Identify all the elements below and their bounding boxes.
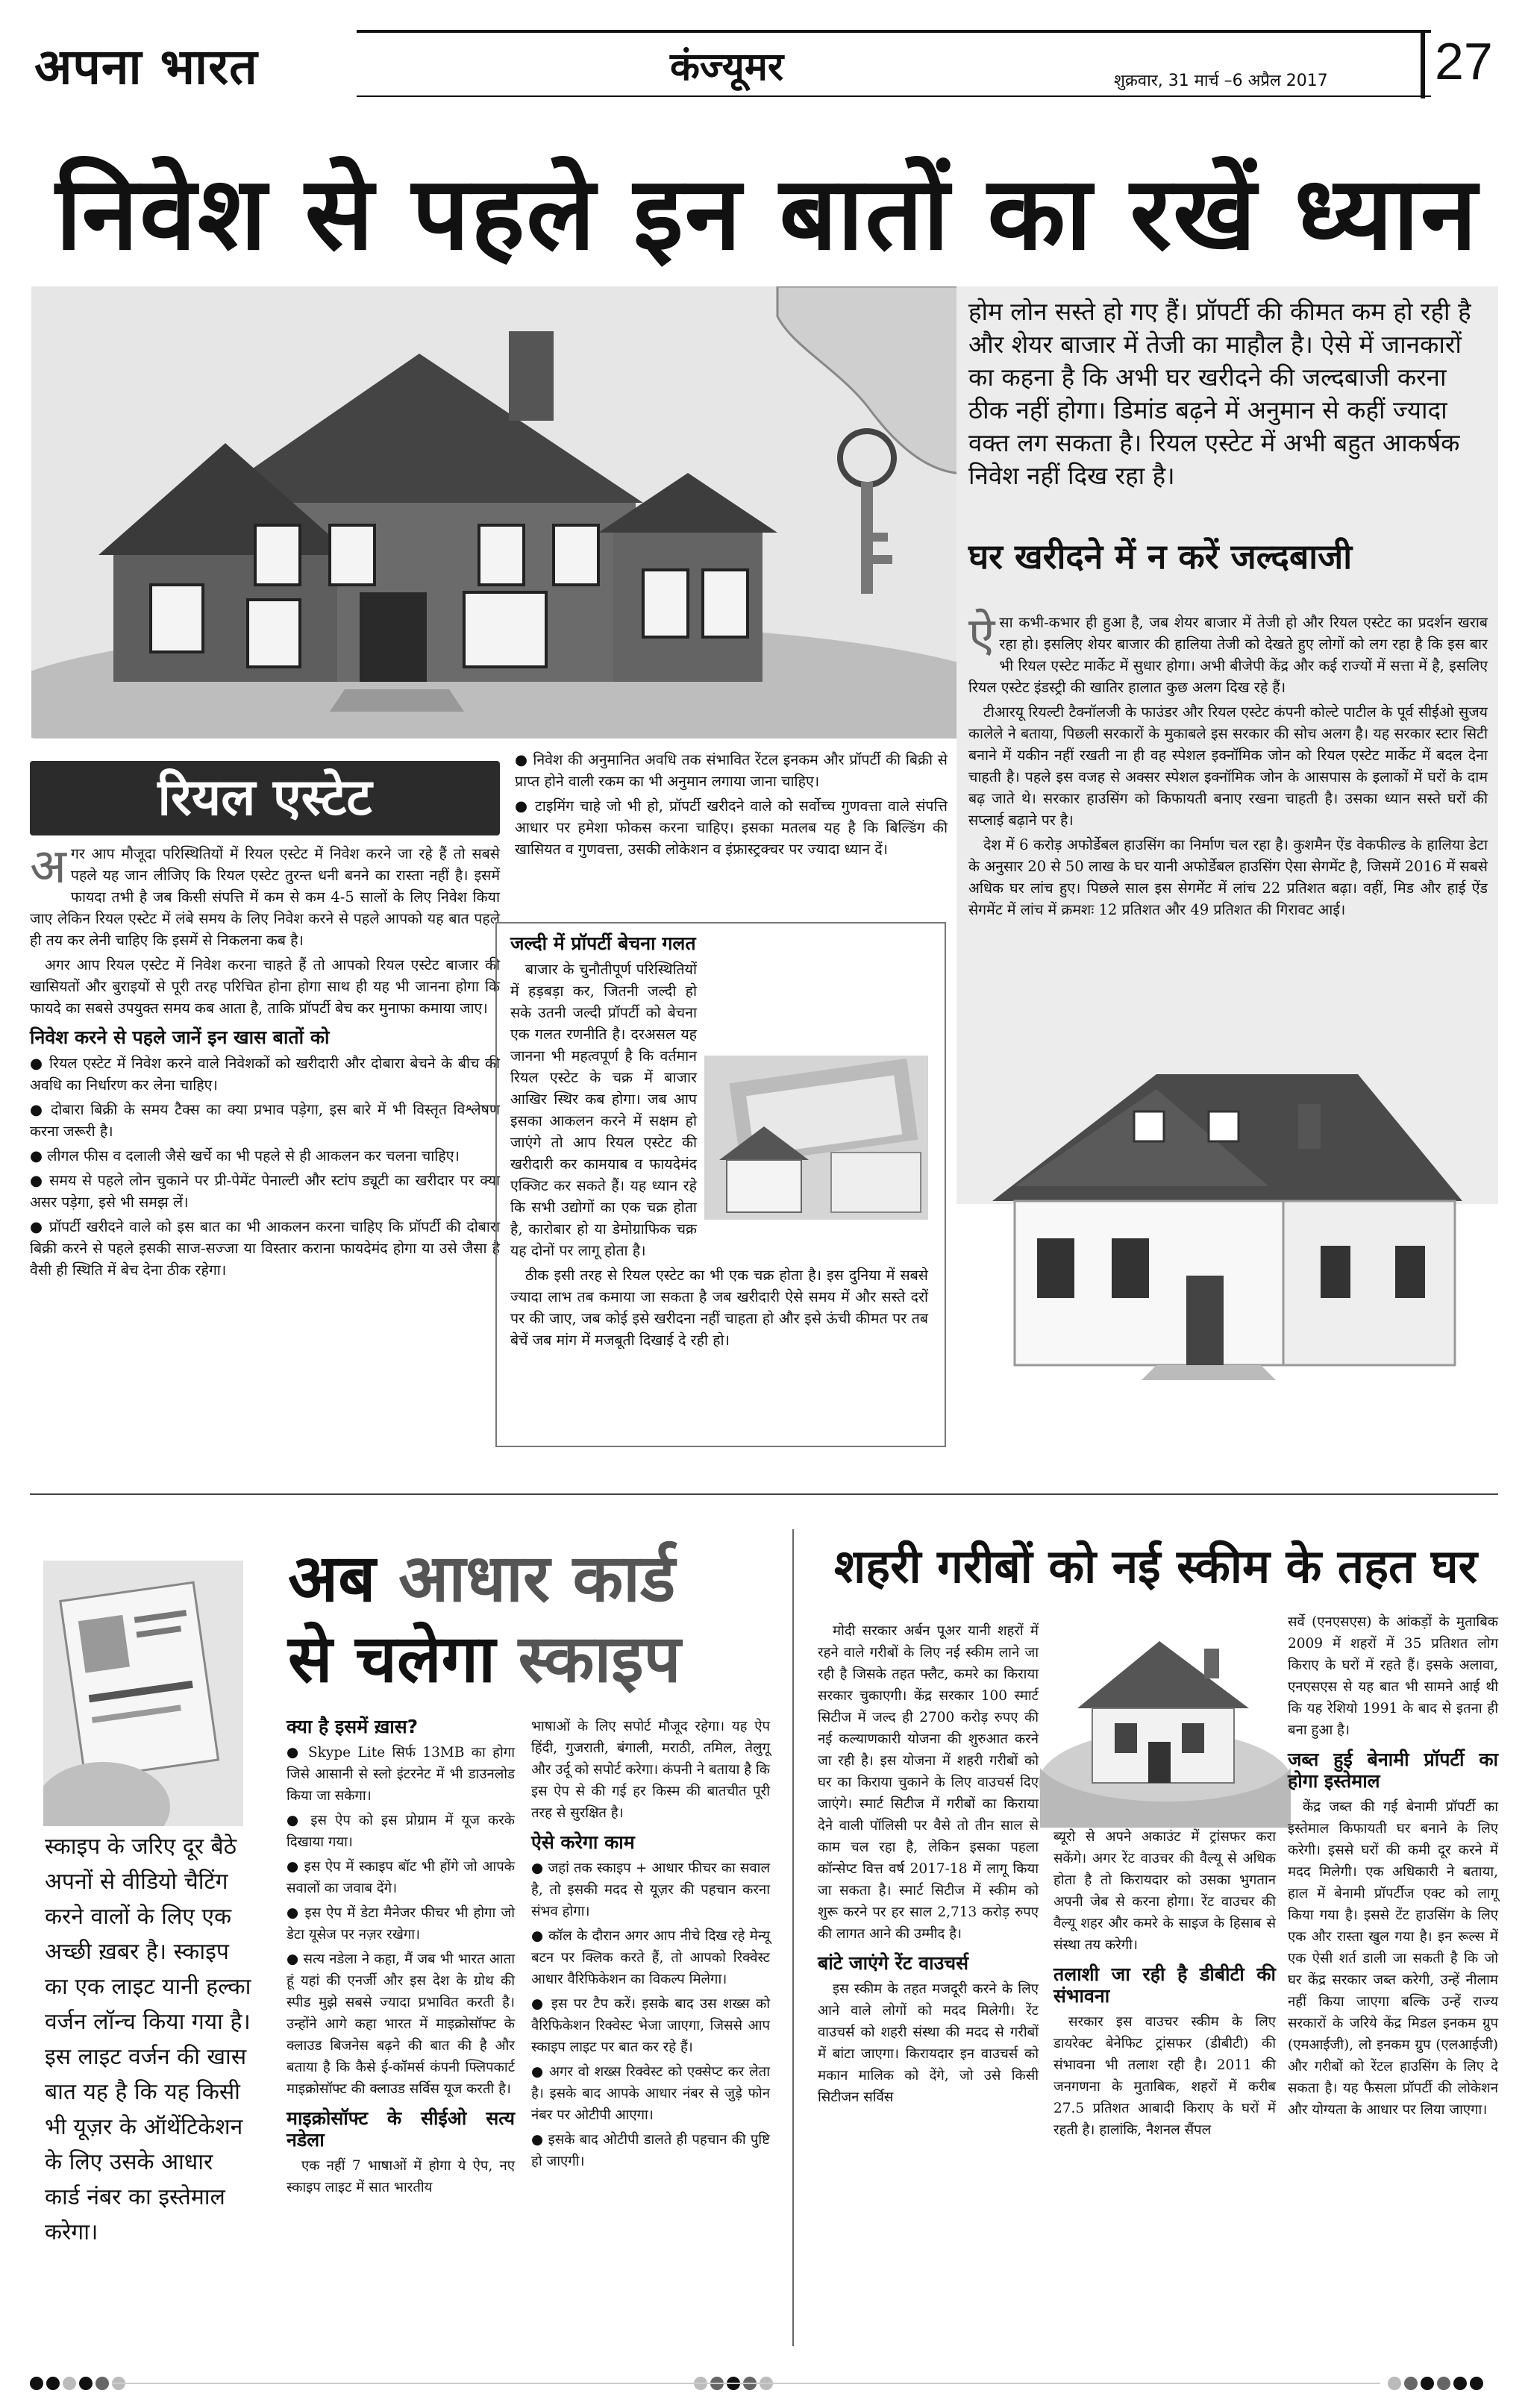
skype-headline-part: स्काइप <box>518 1620 681 1697</box>
section-label-text: रियल एस्टेट <box>157 768 372 827</box>
skype-headline-part: आधार कार्ड <box>398 1540 676 1617</box>
skype-column-1 <box>286 1716 515 2201</box>
quick-sale-box-content <box>510 932 928 1354</box>
housing-subhead: जब्त हुई बेनामी प्रॉपर्टी का होगा इस्तेमाल <box>1288 1749 1498 1792</box>
col1-bullet-3: ● लीगल फीस व दलाली जैसे खर्चे का भी पहले से ही आकलन कर चलना चाहिए। <box>30 1145 500 1167</box>
white-house-illustration <box>970 1059 1492 1388</box>
skype-bullet: ● इस ऐप को इस प्रोग्राम में यूज करके दिखाया गया। <box>286 1810 515 1853</box>
drop-cap: ऐ <box>968 608 995 663</box>
skype-subhead: माइक्रोसॉफ्ट के सीईओ सत्य नडेला <box>286 2107 515 2151</box>
skype-sidebar: स्काइप के जरिए दूर बैठे अपनों से वीडियो चैटिंग करने वालों के लिए एक अच्छी ख़बर है। स्काइप का एक लाइट यानी हल्का वर्जन लॉन्च किया गया है। इस लाइट वर्जन की खास बात यह है कि यह किसी भी यूज़र के ऑथेंटिकेशन के लिए उसके आधार कार्ड नंबर का इस्तेमाल करेगा। <box>45 1834 251 2245</box>
paper-title: अपना भारत <box>34 37 258 95</box>
housing-para: केंद्र जब्त की गई बेनामी प्रॉपर्टी का इस्तेमाल किफायती घर बनाने के लिए करेगी। इससे घरों की कमी दूर करने में मदद मिलेगी। एक अधिकारी ने बताया, हाल में बेनामी प्रॉपर्टीज एक्ट को लागू किया गया है। इससे टेंट हाउसिंग के लिए एक और रास्ता खुल गया है। इन रूल्स में एक ऐसी शर्त डाली जा सकती है कि जो घर केंद्र सरकार जब्त करेगी, उन्हें नीलाम नहीं किया जाएगा बल्कि उन्हें राज्य सरकारों के जरिये केंद्र मिडल इनकम ग्रुप (एमआईजी), लो इनकम ग्रुप (एलआईजी) और गरीबों को रेंटल हाउसिंग के लिए दे सकता है। यह फैसला प्रॉपर्टी की लोकेशन और योग्यता के आधार पर लिया जाएगा। <box>1288 1799 1498 2118</box>
masthead-rule <box>357 30 1431 33</box>
drop-cap: अ <box>30 839 66 894</box>
real-estate-right-column <box>968 608 1488 924</box>
housing-column-2 <box>1053 1826 1276 2144</box>
housing-para: सर्वे (एनएसएस) के आंकड़ों के मुताबिक 2009 में शहरों में 35 प्रतिशत लोग किराए के घरों में रहते हैं। इसके अलावा, एनएसएस से यह बात भी सामने आई थी कि यह रेशियो 1991 के बाद से इतना ही बना हुआ है। <box>1288 1614 1498 1738</box>
aadhaar-card-photo <box>43 1561 243 1826</box>
housing-column-1 <box>818 1620 1039 2111</box>
section-label-real-estate <box>30 761 500 835</box>
footer-dots-center <box>694 2377 776 2393</box>
house-key-photo <box>31 286 977 739</box>
col1-para-1: गर आप मौजूदा परिस्थितियों में रियल एस्टेट में निवेश करने जा रहे हैं तो सबसे पहले यह जान लीजिए कि रियल एस्टेट तुरन्त धनी बनने का रास्ता नहीं है। इसमें फायदा तभी है जब किसी संपत्ति में कम से कम 4-5 सालों के लिए निवेश किया जाए लेकिन रियल एस्टेट में लंबे समय के लिए निवेश करने से पहले आपको यह बात पहले ही तय कर लेनी चाहिए कि इसमें से निकलना कब है। <box>30 845 500 949</box>
skype-bullet: ● इसके बाद ओटीपी डालते ही पहचान की पुष्टि हो जाएगी। <box>531 2129 770 2172</box>
skype-bullet: ● इस ऐप में स्काइप बॉट भी होंगे जो आपके सवालों का जवाब देंगे। <box>286 1856 515 1899</box>
skype-bullet: ● अगर वो शख्स रिक्वेस्ट को एक्सेप्ट कर लेता है। इसके बाद आपके आधार नंबर से जुड़े फोन नंबर पर ओटीपी आएगा। <box>531 2061 770 2126</box>
page-number: 27 <box>1435 32 1493 90</box>
col1-subhead: निवेश करने से पहले जानें इन खास बातों को <box>30 1026 330 1048</box>
money-house-photo <box>704 1056 928 1220</box>
skype-bullet: ● कॉल के दौरान अगर आप नीचे दिख रहे मेन्यू बटन पर क्लिक करते हैं, तो आपको रिक्वेस्ट आधार वैरिफिकेशन का विकल्प मिलेगा। <box>531 1925 770 1990</box>
skype-headline <box>288 1538 780 1699</box>
footer-dots-right <box>1388 2377 1486 2393</box>
masthead-rule-bottom <box>357 95 1431 97</box>
housing-subhead: तलाशी जा रही है डीबीटी की संभावना <box>1053 1963 1276 2007</box>
issue-date: शुक्रवार, 31 मार्च –6 अप्रैल 2017 <box>1114 72 1328 90</box>
skype-bullet: ● इस पर टैप करें। इसके बाद उस शख्स को वैरिफिकेशन रिक्वेस्ट भेजा जाएगा, जिससे आप स्काइप लाइट पर बात कर रहे हैं। <box>531 1993 770 2058</box>
footer-dots-left <box>30 2377 128 2393</box>
right-col-para-2: टीआरयू रियल्टी टैक्नॉलजी के फाउंडर और रियल एस्टेट कंपनी कोल्टे पाटील के पूर्व सीईओ सुजय कालेले ने बताया, पिछली सरकारों के मुकाबले इस सरकार की सोच अलग है। यह सरकार स्टार सिटी बनाने में यकीन नहीं रखती ना ही वह स्पेशल इक्नॉमिक जोन को रियल एस्टेट मार्केट में बदल देना चाहती है। पहले इस वजह से अक्सर स्पेशल इक्नॉमिक जोन के आसपास के इलाकों में घरों के दाम बढ़ जाते थे। सरकार हाउसिंग को किफायती बनाए रखना चाहती है। उसका ध्यान सस्ते घरों की सप्लाई बढ़ाने पर है। <box>968 703 1488 829</box>
housing-para: ब्यूरो से अपने अकाउंट में ट्रांसफर करा सकेंगे। अगर रेंट वाउचर की वैल्यू से अधिक होता है तो किरायदार को उसका भुगतान अपनी जेब से करना होगा। रेंट वाउचर की वैल्यू शहर और कमरे के साइज के हिसाब से संस्था तय करेगी। <box>1053 1829 1276 1953</box>
housing-headline: शहरी गरीबों को नई स्कीम के तहत घर <box>834 1539 1477 1593</box>
quick-sale-para-1: बाजार के चुनौतीपूर्ण परिस्थितियों में हड़बड़ा कर, जितनी जल्दी हो सके उतनी जल्दी प्रॉपर्टी को बेचना एक गलत रणनीति है। दरअसल यह जानना भी महत्वपूर्ण है कि वर्तमान रियल एस्टेट के चक्र में बाजार आखिर स्थिर कब होगा। जब आप इसका आकलन करने में सक्षम हो जाएंगे तो आप रियल एस्टेट की खरीदारी कर कामयाब व फायदेमंद एक्जिट कर सकते हैं। यह ध्यान रहे कि सभी उद्योगों का एक चक्र होता है, कारोबार हो या डेमोग्राफिक चक्र यह दोनों पर लागू होता है। <box>510 961 697 1259</box>
col1-bullet-5: ● प्रॉपर्टी खरीदने वाले को इस बात का भी आकलन करना चाहिए कि प्रॉपर्टी की दोबारा बिक्री करने से पहले इसकी साज-सज्जा या विस्तार कराना फायदेमंद होगा या उसे जैसा है वैसी ही स्थिति में बेच देना ठीक रहेगा। <box>30 1216 500 1281</box>
real-estate-intro: होम लोन सस्ते हो गए हैं। प्रॉपर्टी की कीमत कम हो रही है और शेयर बाजार में तेजी का माहौल है। ऐसे में जानकारों का कहना है कि अभी घर खरीदने की जल्दबाजी करना ठीक नहीं होगा। डिमांड बढ़ने में अनुमान से कहीं ज्यादा वक्त लग सकता है। रियल एस्टेट में अभी बहुत आकर्षक निवेश नहीं दिख रहा है। <box>968 297 1471 490</box>
skype-subhead: क्या है इसमें ख़ास? <box>286 1716 419 1737</box>
real-estate-column-2 <box>515 749 948 863</box>
right-col-para-3: देश में 6 करोड़ अफोर्डेबल हाउसिंग का निर्माण चल रहा है। कुशमैन ऐंड वेकफील्ड के हालिया डेटा के अनुसार 20 से 50 लाख के घर यानी अफोर्डेबल हाउसिंग ऐसा सेगमेंट है, जिसमें 2016 में सबसे अधिक घर लांच हुए। पिछले साल इस सेगमेंट में लांच 22 प्रतिशत बढ़ा। वहीं, मिड और हाई ऐंड सेगमेंट में लांच में क्रमशः 12 प्रतिशत और 49 प्रतिशत की गिरावट आई। <box>968 836 1488 918</box>
main-headline: निवेश से पहले इन बातों का रखें ध्यान <box>55 155 1479 273</box>
col2-bullet-1: ● निवेश की अनुमानित अवधि तक संभावित रेंटल इनकम और प्रॉपर्टी की बिक्री से प्राप्त होने वाली रकम का भी अनुमान लगाया जाना चाहिए। <box>515 749 948 792</box>
col1-para-2: अगर आप रियल एस्टेट में निवेश करना चाहते हैं तो आपको रियल एस्टेट बाजार की खासियतों और बुराइयों से पूरी तरह परिचित होना होगा साथ ही यह भी जानना होगा कि फायदे का सबसे उपयुक्त समय कब आता है, ताकि प्रॉपर्टी बेच कर मुनाफा कमाया जाए। <box>30 956 500 1017</box>
skype-bullet: ● सत्य नडेला ने कहा, मैं जब भी भारत आता हूं यहां की एनर्जी और इस देश के ग्रोथ की स्पीड मुझे सबसे ज्यादा प्रभावित करती है। उन्होंने आगे कहा भारत में माइक्रोसॉफ्ट के क्लाउड बिजनेस बढ़ने की बात की है और बताया है कि कैसे ई-कॉमर्स कंपनी फ्लिपकार्ट माइक्रोसॉफ्ट की क्लाउड सर्विस यूज करती है। <box>286 1948 515 2100</box>
col1-bullet-2: ● दोबारा बिक्री के समय टैक्स का क्या प्रभाव पड़ेगा, इस बारे में भी विस्तृत विश्लेषण करना जरूरी है। <box>30 1099 500 1142</box>
housing-subhead: बांटे जाएंगे रेंट वाउचर्स <box>818 1952 969 1974</box>
skype-subhead: ऐसे करेगा काम <box>531 1831 635 1853</box>
skype-headline-part: अब <box>288 1540 376 1617</box>
footer-rule <box>112 2383 1380 2384</box>
housing-para: मोदी सरकार अर्बन पूअर यानी शहरों में रहने वाले गरीबों के लिए नई स्कीम लाने जा रही है जिसके तहत फ्लैट, कमरे का किराया सरकार चुकाएगी। केंद्र सरकार 100 स्मार्ट सिटीज में जल्द ही 2700 करोड़ रुपए की नई कल्याणकारी योजना की शुरुआत करने जा रही है। इस योजना में शहरी गरीबों को घर का किराया चुकाने के लिए वाउचर्स दिए जाएंगे। स्मार्ट सिटीज में गरीबों का किराया देने वाली पॉलिसी पर वैसे तो तीन साल से काम चल रहा है, लेकिन इसका पहला कॉन्सेप्ट वित्त वर्ष 2017-18 में लागू किया जा सकता है। स्मार्ट सिटीज में स्कीम को शुरू करने पर हर साल 2,713 करोड़ रुपए की लागत आने की उम्मीद है। <box>818 1623 1039 1942</box>
skype-para: एक नहीं 7 भाषाओं में होगा ये ऐप, नए स्काइप लाइट में सात भारतीय <box>286 2158 515 2195</box>
masthead <box>28 25 1500 103</box>
col1-bullet-1: ● रियल एस्टेट में निवेश करने वाले निवेशकों को खरीदारी और दोबारा बेचने के बीच की अवधि का निर्धारण कर लेना चाहिए। <box>30 1053 500 1096</box>
col2-bullet-2: ● टाइमिंग चाहे जो भी हो, प्रॉपर्टी खरीदने वाले को सर्वोच्च गुणवत्ता वाले संपत्ति आधार पर हमेशा फोकस करना चाहिए। इसका मतलब यह है कि बिल्डिंग की खासियत व गुणवत्ता, उसकी लोकेशन व इंफ्रास्ट्रक्चर पर ज्यादा ध्यान दें। <box>515 795 948 860</box>
quick-sale-heading: जल्दी में प्रॉपर्टी बेचना गलत <box>510 932 696 954</box>
right-col-para-1: सा कभी-कभार ही हुआ है, जब शेयर बाजार में तेजी हो और रियल एस्टेट का प्रदर्शन खराब रहा हो। इसलिए शेयर बाजार की हालिया तेजी को देखते हुए लोगों को लग रहा है कि इस बार भी रियल एस्टेट मार्केट में सुधार होगा। अभी बीजेपी केंद्र और कई राज्यों में सत्ता में है, इसलिए रियल एस्टेट इंडस्ट्री की खातिर हालात कुछ अलग दिख रहे हैं। <box>968 614 1488 696</box>
section-heading-jaldbaazi: घर खरीदने में न करें जल्दबाजी <box>968 536 1353 577</box>
housing-para: सरकार इस वाउचर स्कीम के लिए डायरेक्ट बेनेफिट ट्रांसफर (डीबीटी) की संभावना भी तलाश रही है। 2011 की जनगणना के मुताबिक, शहरों में करीब 27.5 प्रतिशत आबादी किराए के घरों में रहती है। हालांकि, नैशनल सैंपल <box>1053 2014 1276 2138</box>
skype-column-2 <box>531 1716 770 2175</box>
housing-column-3 <box>1288 1611 1498 2124</box>
page-divider <box>1421 30 1425 98</box>
page-divider-horizontal <box>30 1493 1498 1495</box>
skype-headline-part: से चलेगा <box>288 1620 496 1697</box>
skype-para: भाषाओं के लिए सपोर्ट मौजूद रहेगा। यह ऐप हिंदी, गुजराती, बंगाली, मराठी, तमिल, तेलुगू और उर्दू को सपोर्ट करेगा। कंपनी ने बताया है कि इस ऐप से की गई हर किस्म की बातचीत पूरी तरह से सुरक्षित है। <box>531 1719 770 1821</box>
quick-sale-para-2: ठीक इसी तरह से रियल एस्टेट का भी एक चक्र होता है। इस दुनिया में सबसे ज्यादा लाभ तब कमाया जा सकता है जब खरीदारी ऐसे समय में और सस्ते दरों पर की जाए, जब कोई इसे खरीदना नहीं चाहता हो और इसे ऊंची कीमत पर तब बेचें जब मांग में मजबूती दिखाई दे रही हो। <box>510 1267 928 1349</box>
real-estate-column-1 <box>30 839 500 1284</box>
skype-bullet: ● Skype Lite सिर्फ 13MB का होगा जिसे आसानी से स्लो इंटरनेट में भी डाउनलोड किया जा सकेगा। <box>286 1742 515 1807</box>
story-divider-vertical <box>792 1529 794 2346</box>
housing-para: इस स्कीम के तहत मजदूरी करने के लिए आने वाले लोगों को मदद मिलेगी। रेंट वाउचर्स को शहरी संस्था की मदद से गरीबों में बांटा जाएगा। किरायदार इन वाउचर्स को मकान मालिक को देंगे, जो उसे किसी सिटीजन सर्विस <box>818 1981 1039 2105</box>
skype-bullet: ● इस ऐप में डेटा मैनेजर फीचर भी होगा जो डेटा यूसेज पर नज़र रखेगा। <box>286 1902 515 1945</box>
col1-bullet-4: ● समय से पहले लोन चुकाने पर प्री-पेमेंट पेनाल्टी और स्टांप ड्यूटी का खरीदार पर क्या असर पड़ेगा, इसे भी समझ लें। <box>30 1170 500 1213</box>
skype-bullet: ● जहां तक स्काइप + आधार फीचर का सवाल है, तो इसकी मदद से यूज़र की पहचान करना संभव होगा। <box>531 1857 770 1922</box>
hands-house-photo <box>1033 1619 1298 1828</box>
section-name: कंज्यूमर <box>670 45 784 90</box>
